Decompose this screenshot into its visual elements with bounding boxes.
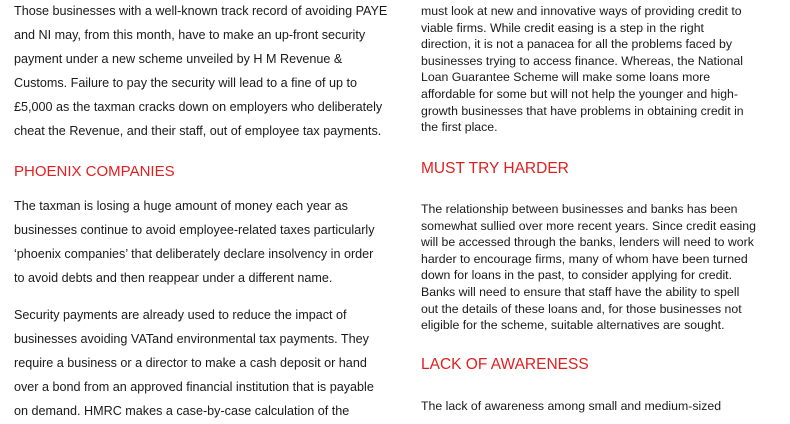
text-line: the first place.: [421, 120, 498, 135]
section-heading-lack-of-awareness: LACK OF AWARENESS: [421, 356, 589, 373]
text-line: to avoid debts and then reappear under a different name.: [14, 270, 333, 285]
harder-paragraph-text: [421, 201, 756, 334]
text-line: The relationship between businesses and banks has been: [421, 202, 738, 216]
phoenix-paragraph-text: [14, 195, 375, 291]
text-line: Security payments are already used to reduce the impact of: [14, 308, 347, 322]
text-line: will be accessed through the banks, lenders will need to work: [421, 235, 754, 250]
phoenix-paragraph: [14, 195, 375, 291]
intro-paragraph: [14, 0, 387, 143]
section-heading-must-try-harder: MUST TRY HARDER: [421, 160, 569, 177]
text-line: down for loans in the past, to consider applying for credit.: [421, 268, 733, 283]
text-line: on demand. HMRC makes a case-by-case calculation of the: [14, 403, 350, 418]
text-line: businesses avoiding VATand environmental tax payments. They: [14, 331, 369, 346]
security-paragraph: [14, 304, 374, 424]
security-paragraph-text: [14, 304, 374, 424]
text-line: payment under a new scheme unveiled by H M Revenue &: [14, 51, 343, 66]
text-line: affordable for some but will not help the younger and high-: [421, 86, 738, 101]
text-line: The lack of awareness among small and medium-sized: [421, 399, 722, 413]
credit-paragraph: [421, 3, 744, 136]
credit-paragraph-text: [421, 3, 744, 136]
text-line: must look at new and innovative ways of providing credit to: [421, 4, 742, 18]
awareness-paragraph: [421, 398, 721, 415]
text-line: require a business or a director to make a cash deposit or hand: [14, 355, 367, 370]
text-line: ‘phoenix companies’ that deliberately declare insolvency in order: [14, 246, 374, 261]
text-line: harder to encourage firms, many of whom have been turned: [421, 251, 748, 266]
text-line: over a bond from an approved financial institution that is payable: [14, 379, 374, 394]
text-line: Customs. Failure to pay the security will lead to a fine of up to: [14, 75, 357, 90]
text-line: Loan Guarantee Scheme will make some loans more: [421, 70, 711, 85]
text-line: The taxman is losing a huge amount of money each year as: [14, 199, 348, 213]
text-line: and NI may, from this month, have to make an up-front security: [14, 27, 366, 42]
text-line: viable firms. While credit easing is a step in the right: [421, 20, 704, 35]
text-line: businesses continue to avoid employee-related taxes particularly: [14, 222, 375, 237]
text-line: growth businesses that have problems in obtaining credit in: [421, 103, 744, 118]
harder-paragraph: [421, 201, 756, 334]
text-line: out the details of these loans and, for those businesses not: [421, 301, 742, 316]
text-line: somewhat sullied over more recent years. Since credit easing: [421, 218, 756, 233]
text-line: direction, it is not a panacea for all the problems faced by: [421, 37, 733, 52]
text-line: Banks will need to ensure that staff have the ability to spell: [421, 284, 740, 299]
intro-paragraph-text: [14, 0, 387, 143]
text-line: cheat the Revenue, and their staff, out of employee tax payments.: [14, 123, 382, 138]
text-line: £5,000 as the taxman cracks down on employers who deliberately: [14, 99, 383, 114]
text-line: eligible for the scheme, suitable alternatives are sought.: [421, 318, 725, 333]
text-line: businesses trying to access finance. Whereas, the National: [421, 53, 743, 68]
section-heading-phoenix-companies: PHOENIX COMPANIES: [14, 163, 175, 180]
text-line: Those businesses with a well-known track record of avoiding PAYE: [14, 4, 388, 18]
awareness-paragraph-text: [421, 398, 721, 415]
